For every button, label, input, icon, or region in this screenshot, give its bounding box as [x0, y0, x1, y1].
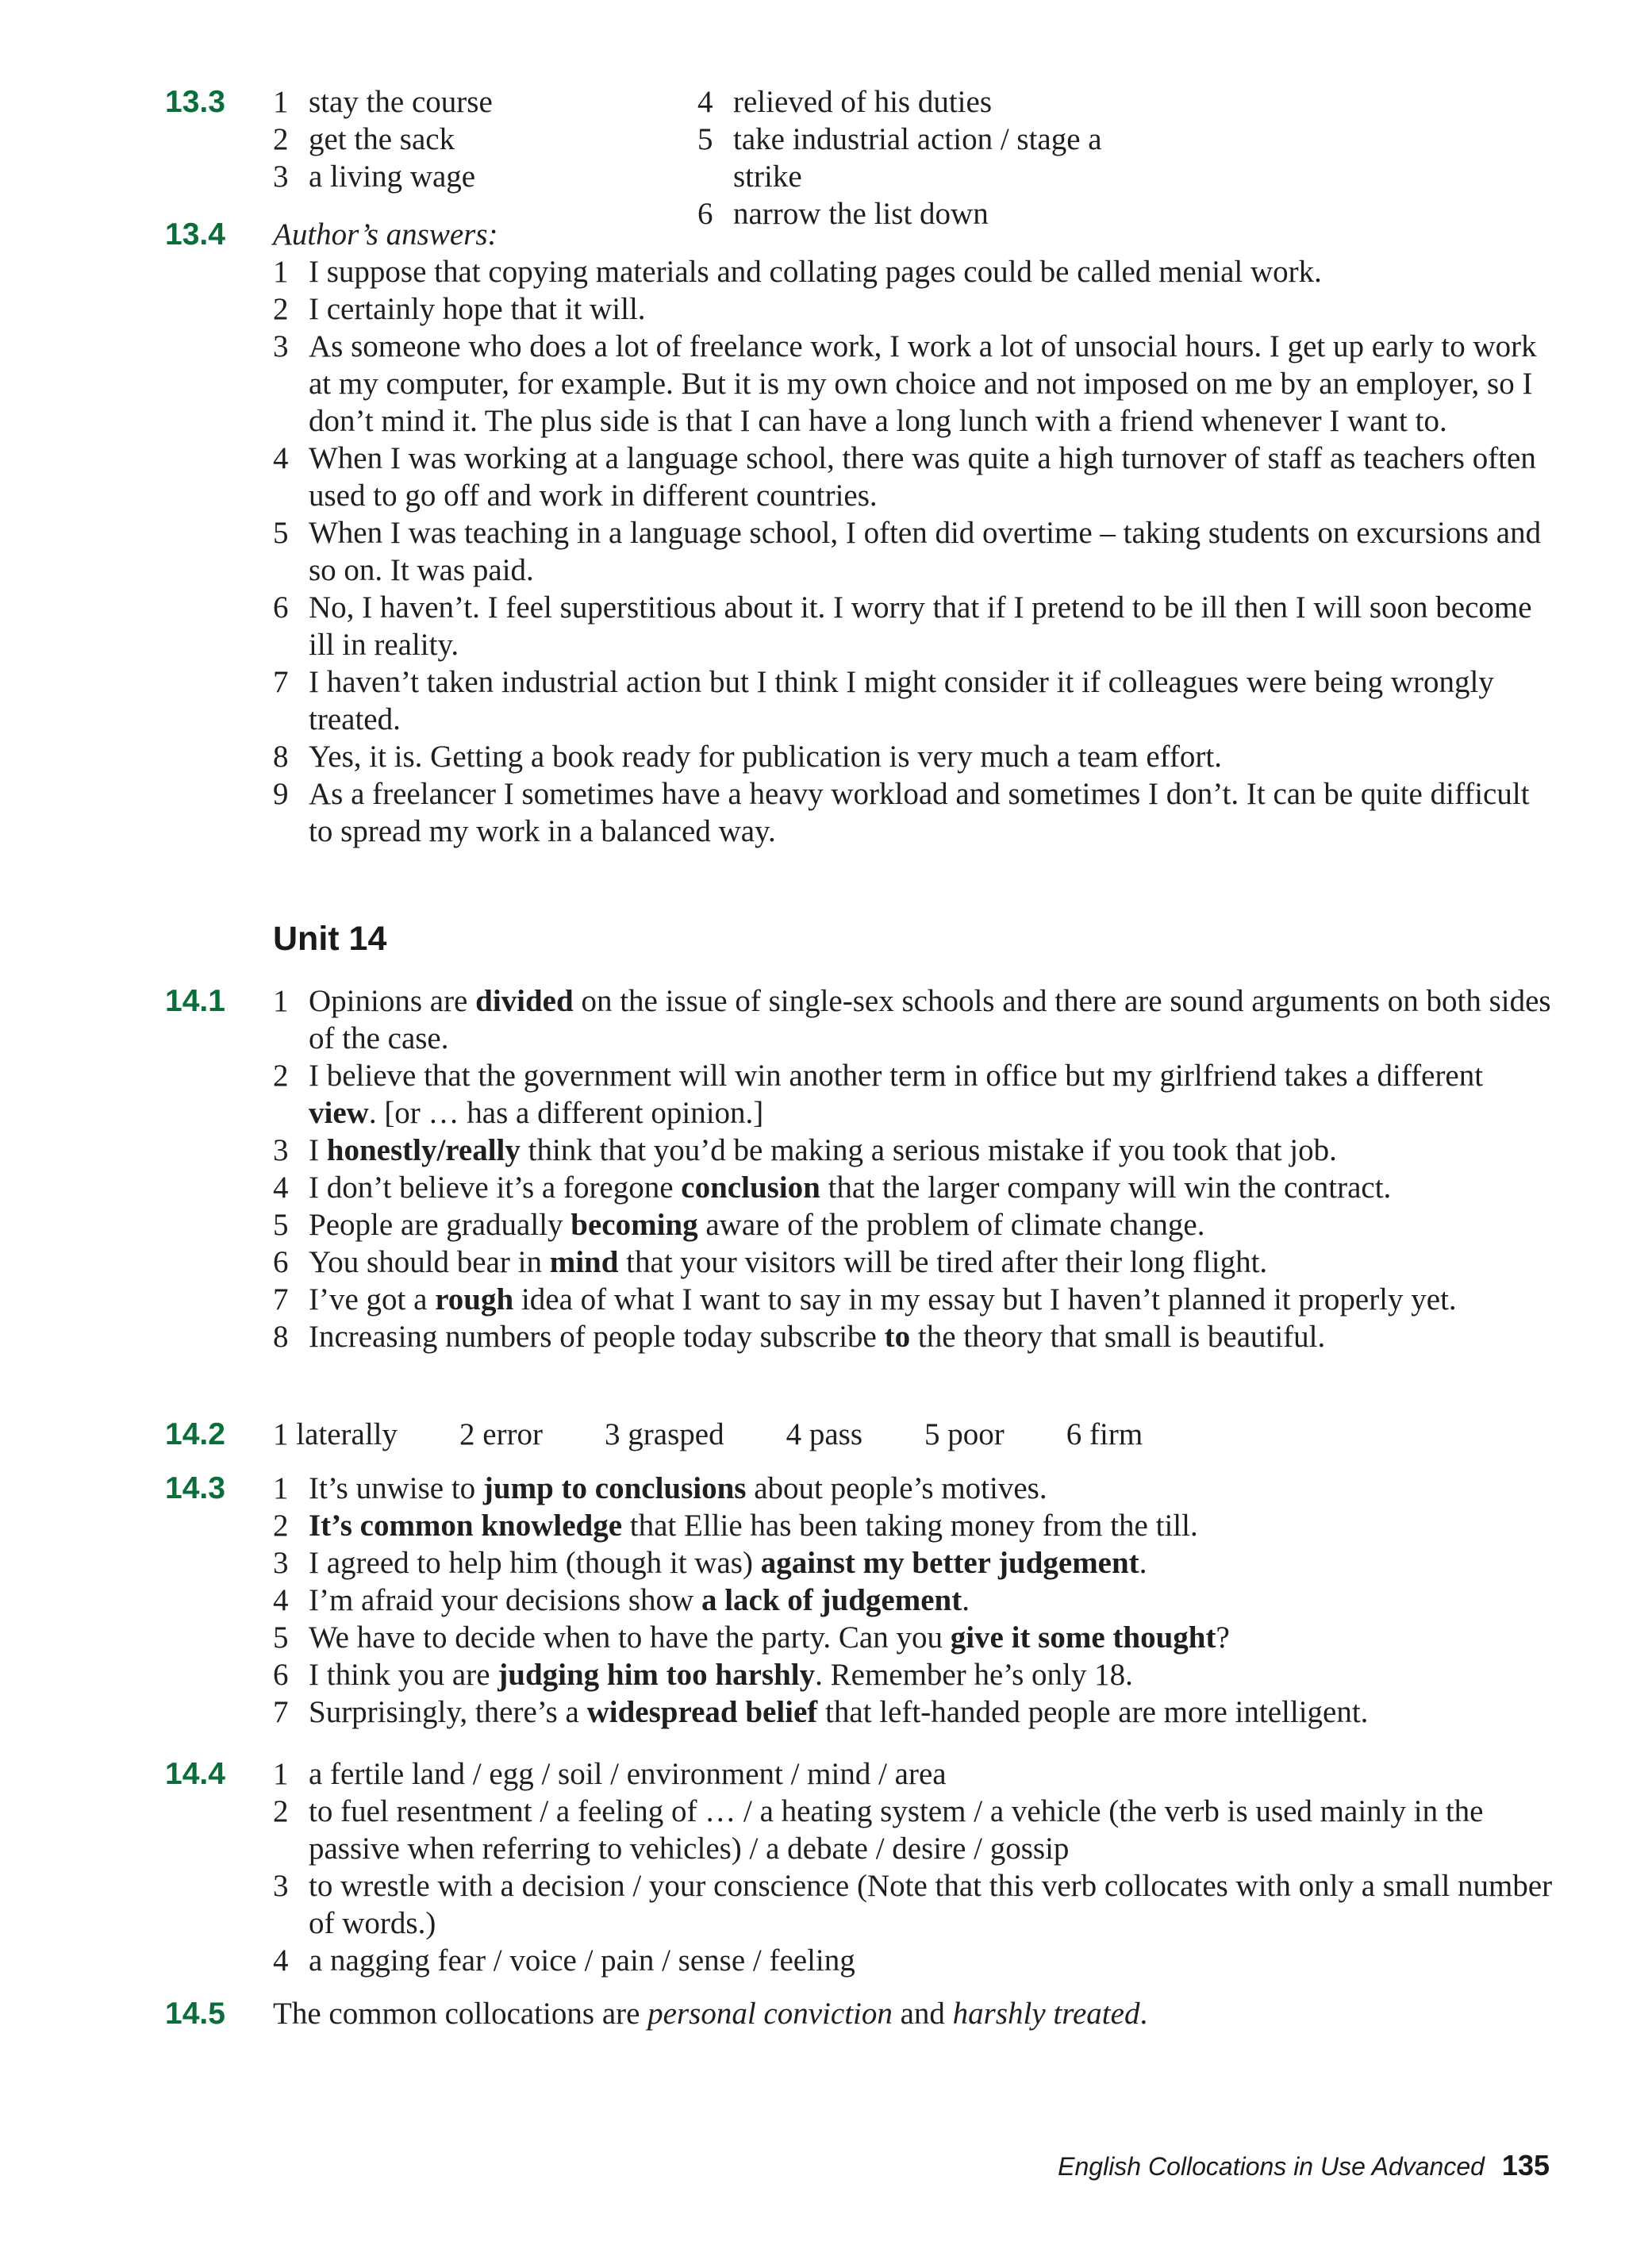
- answer-item: [273, 253, 1558, 290]
- item-text: When I was teaching in a language school, I often did overtime – taking students on excursions and so on. It was paid.: [309, 516, 1542, 587]
- item-text: think that you’d be making a serious mistake if you took that job.: [520, 1133, 1337, 1167]
- item-text: get the sack: [309, 122, 455, 156]
- item-text: ?: [1216, 1620, 1230, 1655]
- exercise-14-5-answer: [273, 1995, 1558, 2032]
- item-text: I agreed to help him (though it was): [309, 1546, 761, 1580]
- answer-word: honestly/really: [326, 1133, 521, 1167]
- collocation-1: personal conviction: [647, 1997, 893, 2031]
- item-number: 5: [697, 122, 713, 156]
- answer-item: [273, 663, 1558, 738]
- item-text: relieved of his duties: [733, 85, 992, 119]
- item-text: to fuel resentment / a feeling of … / a heating system / a vehicle (the verb is used mainly in the passive when referring to vehicles) / a debate / desire / gossip: [309, 1794, 1484, 1866]
- item-text: to wrestle with a decision / your conscience (Note that this verb collocates with only a small number of words.): [309, 1869, 1553, 1940]
- answer-item: 1 laterally: [273, 1417, 398, 1451]
- answer-item: [273, 1793, 1558, 1867]
- item-number: 4: [273, 441, 289, 475]
- item-text: . Remember he’s only 18.: [815, 1658, 1133, 1692]
- answer-item: [273, 589, 1558, 663]
- answer-item: [273, 158, 697, 195]
- exercise-number: 14.4: [165, 1757, 225, 1791]
- item-text: take industrial action / stage a strike: [733, 122, 1102, 194]
- item-text: I certainly hope that it will.: [309, 292, 646, 326]
- item-number: 4: [273, 1943, 289, 1978]
- answer-item: [273, 440, 1558, 514]
- answer-phrase: jump to conclusions: [482, 1471, 747, 1505]
- item-text: on the issue of single-sex schools and there are sound arguments on both sides of the case.: [309, 984, 1551, 1055]
- answer-item: [273, 1318, 1558, 1355]
- answer-item: [273, 1169, 1558, 1206]
- item-number: 2: [273, 1794, 289, 1828]
- exercise-14-3-answers: [273, 1470, 1558, 1731]
- item-text: I think you are: [309, 1658, 498, 1692]
- item-text: a fertile land / egg / soil / environment / mind / area: [309, 1757, 947, 1791]
- answer-column-1: [273, 83, 697, 233]
- item-text: that left-handed people are more intelligent.: [817, 1695, 1369, 1729]
- answer-item: [273, 1281, 1558, 1318]
- answer-item: [273, 1507, 1558, 1544]
- item-text: I don’t believe it’s a foregone: [309, 1171, 682, 1205]
- answer-item: [273, 1132, 1558, 1169]
- answer-item: [273, 1755, 1558, 1793]
- answer-column-2: [697, 83, 1174, 233]
- item-number: 5: [273, 516, 289, 550]
- item-text: a nagging fear / voice / pain / sense / feeling: [309, 1943, 855, 1978]
- item-text: idea of what I want to say in my essay but I haven’t planned it properly yet.: [513, 1282, 1457, 1317]
- answer-phrase: judging him too harshly: [497, 1658, 816, 1692]
- answer-item: [273, 1942, 1558, 1979]
- item-text: . [or … has a different opinion.]: [368, 1096, 764, 1130]
- answer-item: 6 firm: [1066, 1417, 1143, 1451]
- item-text: I’ve got a: [309, 1282, 436, 1317]
- answer-item: [273, 1656, 1558, 1693]
- item-text: When I was working at a language school, there was quite a high turnover of staff as teachers often used to go off and work in different countries.: [309, 441, 1536, 513]
- item-number: 1: [273, 1471, 289, 1505]
- item-text: a living wage: [309, 160, 476, 194]
- answer-word: view: [309, 1096, 369, 1130]
- item-text: the theory that small is beautiful.: [910, 1320, 1326, 1354]
- answer-item: [273, 1470, 1558, 1507]
- answer-word: becoming: [570, 1208, 698, 1242]
- item-text: No, I haven’t. I feel superstitious about it. I worry that if I pretend to be ill then I will soon become ill in reality.: [309, 590, 1532, 662]
- exercise-number: 14.3: [165, 1471, 225, 1505]
- item-number: 1: [273, 984, 289, 1018]
- item-text: that your visitors will be tired after their long flight.: [618, 1245, 1268, 1279]
- item-text: As a freelancer I sometimes have a heavy workload and sometimes I don’t. It can be quite difficult to spread my work in a balanced way.: [309, 777, 1530, 848]
- item-text: Increasing numbers of people today subscribe: [309, 1320, 885, 1354]
- answer-text: The common collocations are: [273, 1997, 648, 2031]
- answer-word: rough: [435, 1282, 514, 1317]
- exercise-number: 14.2: [165, 1417, 225, 1451]
- item-number: 2: [273, 292, 289, 326]
- item-text: I believe that the government will win another term in office but my girlfriend takes a different: [309, 1059, 1484, 1093]
- item-number: 6: [273, 1658, 289, 1692]
- item-text: Yes, it is. Getting a book ready for publication is very much a team effort.: [309, 740, 1222, 774]
- item-text: I haven’t taken industrial action but I think I might consider it if colleagues were being wrongly treated.: [309, 665, 1494, 736]
- answer-item: [697, 121, 1174, 195]
- exercise-14-1-answers: [273, 982, 1558, 1355]
- exercise-13-3-answers: [273, 83, 1558, 233]
- collocation-2: harshly treated: [952, 1997, 1140, 2031]
- item-number: 8: [273, 740, 289, 774]
- item-number: 4: [273, 1171, 289, 1205]
- answer-item: [273, 1244, 1558, 1281]
- exercise-number: 14.5: [165, 1997, 225, 2031]
- answer-phrase: widespread belief: [586, 1695, 818, 1729]
- item-number: 2: [273, 1059, 289, 1093]
- item-text: .: [1139, 1546, 1147, 1580]
- exercise-13-4-answers: [273, 216, 1558, 850]
- answer-item: [273, 290, 1558, 328]
- item-number: 4: [697, 85, 713, 119]
- answer-item: [273, 514, 1558, 589]
- item-number: 5: [273, 1208, 289, 1242]
- item-text: that the larger company will win the contract.: [820, 1171, 1392, 1205]
- answer-item: [273, 738, 1558, 775]
- answer-phrase: against my better judgement: [760, 1546, 1139, 1580]
- exercise-number: 14.1: [165, 984, 225, 1018]
- item-number: 3: [273, 1133, 289, 1167]
- exercise-number: 13.4: [165, 217, 225, 252]
- answer-item: [273, 1619, 1558, 1656]
- exercise-14-4-answers: [273, 1755, 1558, 1979]
- answer-item: 2 error: [459, 1417, 544, 1451]
- answer-item: [273, 1544, 1558, 1582]
- item-number: 7: [273, 1282, 289, 1317]
- item-number: 8: [273, 1320, 289, 1354]
- answer-item: [273, 1206, 1558, 1244]
- answer-word: to: [884, 1320, 911, 1354]
- item-text: We have to decide when to have the party. Can you: [309, 1620, 951, 1655]
- item-text: I: [309, 1133, 327, 1167]
- item-number: 7: [273, 665, 289, 699]
- item-number: 1: [273, 255, 289, 289]
- exercise-14-2-answers: [273, 1416, 1558, 1453]
- exercise-number: 13.3: [165, 85, 225, 119]
- item-number: 3: [273, 1546, 289, 1580]
- answer-item: [273, 1693, 1558, 1731]
- item-text: It’s unwise to: [309, 1471, 483, 1505]
- item-text: You should bear in: [309, 1245, 550, 1279]
- item-number: 9: [273, 777, 289, 811]
- item-number: 3: [273, 1869, 289, 1903]
- item-text: that Ellie has been taking money from the till.: [622, 1509, 1198, 1543]
- answer-item: [273, 1867, 1558, 1942]
- answer-item: [273, 775, 1558, 850]
- answer-item: 4 pass: [786, 1417, 863, 1451]
- answer-text: .: [1139, 1997, 1148, 2031]
- answer-item: [273, 83, 697, 121]
- answer-word: divided: [475, 984, 574, 1018]
- answer-item: [273, 982, 1558, 1057]
- item-number: 6: [697, 197, 713, 231]
- item-number: 4: [273, 1583, 289, 1617]
- page-footer: [1058, 2147, 1550, 2185]
- item-number: 2: [273, 122, 289, 156]
- item-number: 6: [273, 590, 289, 625]
- item-text: I suppose that copying materials and collating pages could be called menial work.: [309, 255, 1322, 289]
- item-text: aware of the problem of climate change.: [697, 1208, 1205, 1242]
- page-number: 135: [1501, 2149, 1550, 2182]
- item-number: 5: [273, 1620, 289, 1655]
- item-number: 7: [273, 1695, 289, 1729]
- answer-phrase: It’s common knowledge: [309, 1509, 623, 1543]
- answer-item: [273, 1057, 1558, 1132]
- item-number: 3: [273, 329, 289, 363]
- authors-answers-heading: Author’s answers:: [273, 217, 498, 252]
- item-text: I’m afraid your decisions show: [309, 1583, 701, 1617]
- item-number: 1: [273, 85, 289, 119]
- answer-item: 5 poor: [924, 1417, 1005, 1451]
- item-text: stay the course: [309, 85, 493, 119]
- answer-word: mind: [549, 1245, 619, 1279]
- item-text: People are gradually: [309, 1208, 571, 1242]
- item-text: Opinions are: [309, 984, 476, 1018]
- item-number: 2: [273, 1509, 289, 1543]
- answer-item: 3 grasped: [605, 1417, 724, 1451]
- answer-item: [273, 1582, 1558, 1619]
- answer-text: and: [892, 1997, 953, 2031]
- book-title: English Collocations in Use Advanced: [1058, 2152, 1485, 2181]
- answer-item: [273, 121, 697, 158]
- item-number: 3: [273, 160, 289, 194]
- item-text: .: [962, 1583, 970, 1617]
- unit-heading: Unit 14: [273, 920, 387, 958]
- item-number: 1: [273, 1757, 289, 1791]
- answer-item: [697, 83, 1174, 121]
- item-text: about people’s motives.: [746, 1471, 1047, 1505]
- answer-phrase: a lack of judgement: [701, 1583, 962, 1617]
- item-number: 6: [273, 1245, 289, 1279]
- answer-phrase: give it some thought: [950, 1620, 1216, 1655]
- item-text: narrow the list down: [733, 197, 989, 231]
- item-text: Surprisingly, there’s a: [309, 1695, 587, 1729]
- answer-word: conclusion: [681, 1171, 820, 1205]
- item-text: As someone who does a lot of freelance work, I work a lot of unsocial hours. I get up early to work at my computer, for example. But it is my own choice and not imposed on me by an employer, so I don’t mind it. The plus side is that I can have a long lunch with a friend whenever I want to.: [309, 329, 1537, 438]
- answer-item: [273, 328, 1558, 440]
